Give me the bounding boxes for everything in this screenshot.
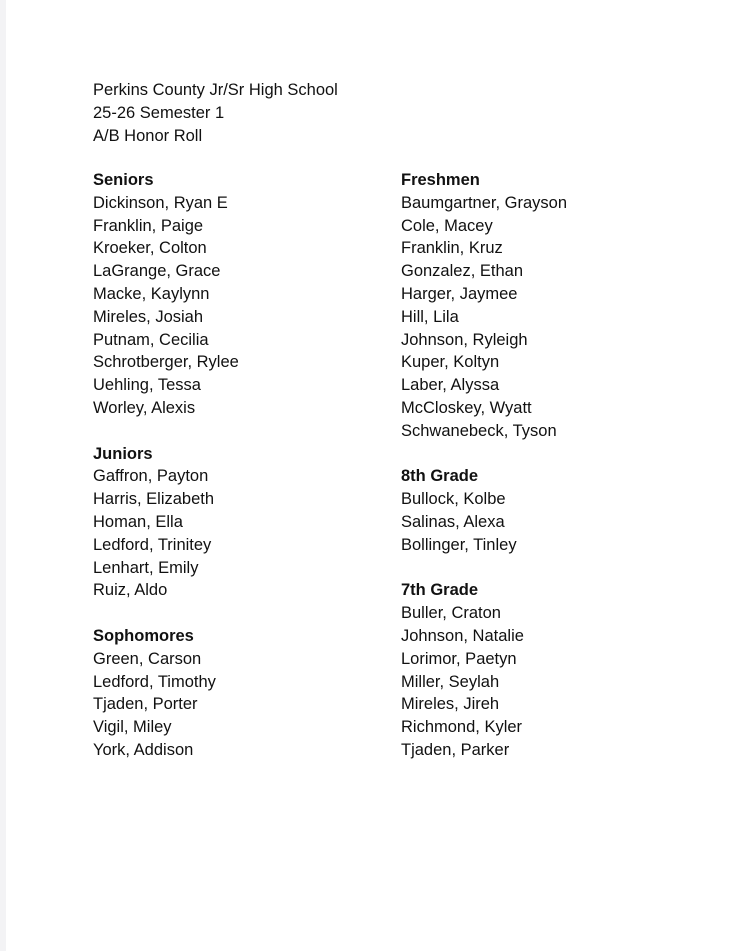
section-title: Juniors	[93, 444, 153, 463]
section-title: Sophomores	[93, 626, 194, 645]
document-header	[93, 79, 338, 147]
student-name: Ledford, Trinitey	[93, 535, 212, 554]
student-name: Macke, Kaylynn	[93, 284, 210, 303]
student-name: Schwanebeck, Tyson	[401, 421, 557, 440]
student-name: McCloskey, Wyatt	[401, 398, 532, 417]
student-name: Homan, Ella	[93, 512, 183, 531]
student-name: Johnson, Ryleigh	[401, 330, 528, 349]
left-column	[93, 169, 239, 762]
student-name: Miller, Seylah	[401, 672, 500, 691]
student-name: Green, Carson	[93, 649, 202, 668]
school-name: Perkins County Jr/Sr High School	[93, 81, 338, 99]
section-title: 7th Grade	[401, 581, 479, 600]
section-title: 8th Grade	[401, 467, 479, 486]
student-name: Harger, Jaymee	[401, 284, 518, 303]
student-name: Lorimor, Paetyn	[401, 649, 517, 668]
student-name: Salinas, Alexa	[401, 512, 505, 531]
student-name: Bullock, Kolbe	[401, 490, 506, 509]
student-name: Worley, Alexis	[93, 398, 196, 417]
student-name: Cole, Macey	[401, 216, 493, 235]
student-name: Lenhart, Emily	[93, 558, 199, 577]
student-name: Tjaden, Parker	[401, 740, 510, 759]
section-sophomores	[93, 625, 239, 762]
student-name: Baumgartner, Grayson	[401, 193, 567, 212]
student-name: Hill, Lila	[401, 307, 459, 326]
section-seniors	[93, 169, 239, 420]
student-name: Gaffron, Payton	[93, 467, 209, 486]
section-freshmen	[401, 169, 567, 443]
right-column	[401, 169, 567, 762]
student-name: LaGrange, Grace	[93, 262, 221, 281]
section-8th-grade	[401, 465, 567, 556]
student-name: Kroeker, Colton	[93, 239, 207, 258]
student-name: Harris, Elizabeth	[93, 490, 215, 509]
student-name: Mireles, Jireh	[401, 695, 500, 714]
student-name: Ruiz, Aldo	[93, 581, 168, 600]
student-name: Putnam, Cecilia	[93, 330, 209, 349]
student-name: Tjaden, Porter	[93, 695, 198, 714]
student-name: Buller, Craton	[401, 604, 501, 623]
student-name: York, Addison	[93, 740, 194, 759]
student-name: Richmond, Kyler	[401, 718, 523, 737]
honor-roll-title: A/B Honor Roll	[93, 126, 203, 145]
student-name: Kuper, Koltyn	[401, 353, 500, 372]
student-name: Dickinson, Ryan E	[93, 193, 228, 212]
student-name: Gonzalez, Ethan	[401, 262, 523, 281]
section-juniors	[93, 443, 239, 603]
student-name: Johnson, Natalie	[401, 626, 524, 645]
student-name: Vigil, Miley	[93, 718, 172, 737]
section-title: Seniors	[93, 171, 154, 189]
section-title: Freshmen	[401, 171, 480, 189]
student-name: Laber, Alyssa	[401, 376, 500, 395]
student-name: Bollinger, Tinley	[401, 535, 517, 554]
student-name: Ledford, Timothy	[93, 672, 216, 691]
section-7th-grade	[401, 579, 567, 761]
student-name: Mireles, Josiah	[93, 307, 204, 326]
student-name: Uehling, Tessa	[93, 376, 201, 395]
student-name: Franklin, Kruz	[401, 239, 503, 258]
document-page	[6, 0, 750, 951]
term-label: 25-26 Semester 1	[93, 103, 225, 122]
student-name: Schrotberger, Rylee	[93, 353, 239, 372]
student-name: Franklin, Paige	[93, 216, 204, 235]
